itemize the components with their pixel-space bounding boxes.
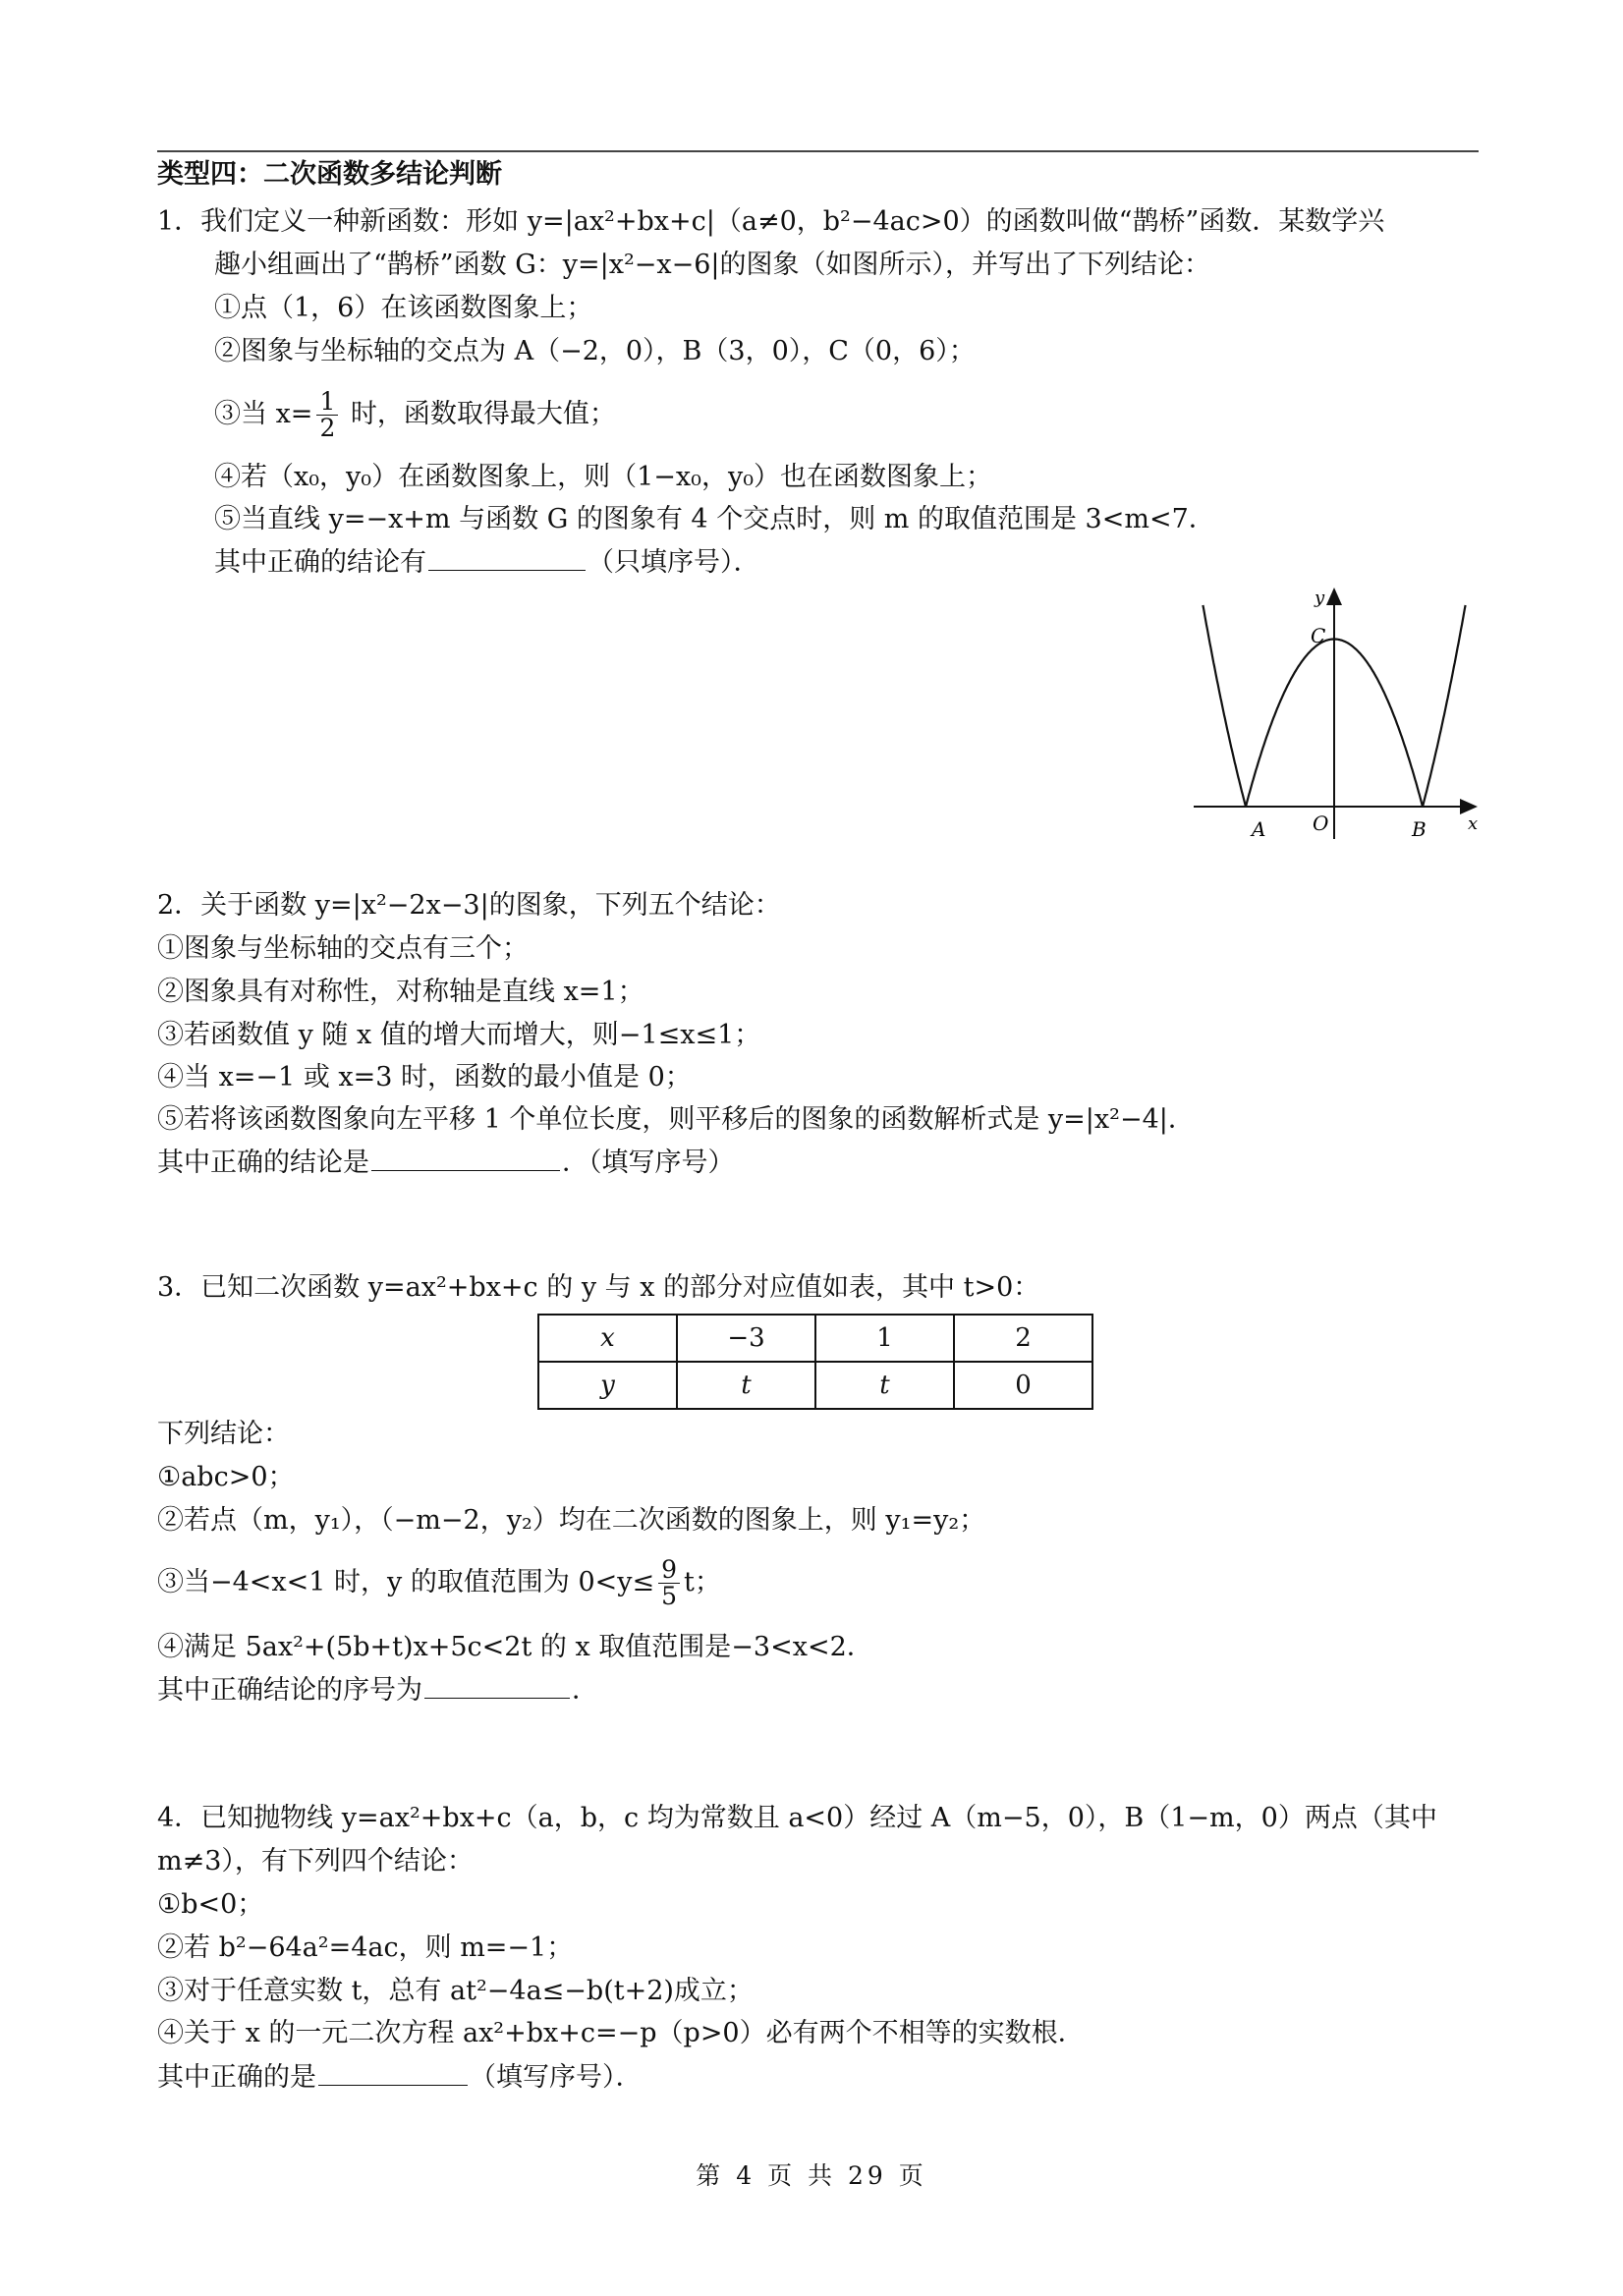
q4-ask-pre: 其中正确的是 [157, 2062, 316, 2093]
q3-ask-post: ． [572, 1675, 598, 1706]
q4-stem-line1: 4．已知抛物线 y=ax²+bx+c（a，b，c 均为常数且 a<0）经过 A（m−5，0），B（1−m，0）两点（其中 [157, 1803, 1437, 1833]
q1-conclusion-2: ②图象与坐标轴的交点为 A（−2，0），B（3，0），C（0，6）； [214, 336, 976, 366]
q1-function-graph [1189, 582, 1483, 842]
q1-ask-post: （只填序号）． [588, 547, 760, 578]
q2-question [157, 1145, 735, 1181]
q1-stem-line2: 趣小组画出了“鹊桥”函数 G：y=|x²−x−6|的图象（如图所示），并写出了下列结论： [214, 250, 1211, 280]
q1-c3-fraction [316, 389, 338, 441]
q4-ask-post: （填写序号）． [470, 2062, 643, 2093]
y-axis-label: y [1315, 588, 1325, 608]
q1-conclusion-4: ④若（x₀，y₀）在函数图象上，则（1−x₀，y₀）也在函数图象上； [214, 462, 993, 492]
q1-answer-blank[interactable] [428, 544, 586, 571]
q3-question [157, 1672, 598, 1708]
q3-answer-blank[interactable] [424, 1672, 570, 1699]
origin-label: O [1313, 812, 1329, 835]
q3-ask-pre: 其中正确结论的序号为 [157, 1675, 422, 1706]
q3-conclusion-2: ②若点（m，y₁），（−m−2，y₂）均在二次函数的图象上，则 y₁=y₂； [157, 1505, 986, 1536]
q2-conclusion-3: ③若函数值 y 随 x 值的增大而增大，则−1≤x≤1； [157, 1020, 761, 1050]
q1-ask-pre: 其中正确的结论有 [214, 547, 426, 578]
q3-c3-post: t； [684, 1567, 721, 1597]
q3-c3-fraction [658, 1557, 680, 1609]
table-cell: 2 [954, 1315, 1092, 1362]
point-b-label: B [1412, 817, 1427, 841]
table-row-y [538, 1362, 1092, 1409]
table-cell: 0 [954, 1362, 1092, 1409]
q4-answer-blank[interactable] [318, 2059, 468, 2086]
q3-value-table [537, 1314, 1093, 1410]
q2-ask-post: ．（填写序号） [562, 1148, 735, 1178]
q2-conclusion-5: ⑤若将该函数图象向左平移 1 个单位长度，则平移后的图象的函数解析式是 y=|x²−4|． [157, 1104, 1195, 1135]
q3-intro: 下列结论： [157, 1419, 290, 1449]
q1-c3-denominator: 2 [319, 414, 336, 442]
q1-conclusion-3 [214, 387, 616, 442]
table-cell: 1 [815, 1315, 954, 1362]
table-cell: t [815, 1362, 954, 1409]
q1-stem-line1: 1．我们定义一种新函数：形如 y=|ax²+bx+c|（a≠0，b²−4ac>0）的函数叫做“鹊桥”函数．某数学兴 [157, 206, 1385, 237]
q4-conclusion-4: ④关于 x 的一元二次方程 ax²+bx+c=−p（p>0）必有两个不相等的实数根． [157, 2018, 1085, 2048]
q1-c3-pre: ③当 x= [214, 399, 313, 429]
q4-conclusion-3: ③对于任意实数 t，总有 at²−4a≤−b(t+2)成立； [157, 1976, 754, 2006]
q4-conclusion-2: ②若 b²−64a²=4ac，则 m=−1； [157, 1932, 574, 1963]
q1-question [214, 544, 760, 581]
x-axis-label: x [1468, 813, 1479, 834]
q2-conclusion-2: ②图象具有对称性，对称轴是直线 x=1； [157, 977, 644, 1007]
point-c-label: C [1311, 624, 1326, 647]
q1-conclusion-1: ①点（1，6）在该函数图象上； [214, 293, 593, 323]
table-row-x [538, 1315, 1092, 1362]
header-rule [157, 150, 1479, 152]
q4-stem-line2: m≠3），有下列四个结论： [157, 1846, 474, 1876]
q3-c3-numerator: 9 [658, 1557, 680, 1584]
section-title: 类型四：二次函数多结论判断 [157, 159, 502, 190]
q2-stem: 2．关于函数 y=|x²−2x−3|的图象，下列五个结论： [157, 890, 781, 921]
table-cell: t [677, 1362, 815, 1409]
q2-answer-blank[interactable] [371, 1145, 560, 1171]
q2-conclusion-1: ①图象与坐标轴的交点有三个； [157, 933, 529, 964]
q3-conclusion-3 [157, 1555, 721, 1610]
table-cell: x [538, 1315, 677, 1362]
q1-conclusion-5: ⑤当直线 y=−x+m 与函数 G 的图象有 4 个交点时，则 m 的取值范围是 3<m<7． [214, 504, 1215, 534]
q4-conclusion-1: ①b<0； [157, 1889, 264, 1920]
q2-ask-pre: 其中正确的结论是 [157, 1148, 369, 1178]
q3-stem: 3．已知二次函数 y=ax²+bx+c 的 y 与 x 的部分对应值如表，其中 t>0： [157, 1272, 1040, 1303]
table-cell: y [538, 1362, 677, 1409]
q4-question [157, 2059, 643, 2096]
q3-c3-denominator: 5 [661, 1582, 678, 1610]
q3-conclusion-4: ④满足 5ax²+(5b+t)x+5c<2t 的 x 取值范围是−3<x<2． [157, 1632, 873, 1662]
point-a-label: A [1252, 817, 1266, 841]
q3-conclusion-1: ①abc>0； [157, 1462, 295, 1492]
q1-c3-numerator: 1 [316, 389, 338, 416]
q2-conclusion-4: ④当 x=−1 或 x=3 时，函数的最小值是 0； [157, 1062, 692, 1092]
table-cell: −3 [677, 1315, 815, 1362]
q3-c3-pre: ③当−4<x<1 时，y 的取值范围为 0<y≤ [157, 1567, 655, 1597]
page-footer: 第 4 页 共 29 页 [696, 2161, 927, 2190]
q1-c3-post: 时，函数取得最大值； [342, 399, 616, 429]
